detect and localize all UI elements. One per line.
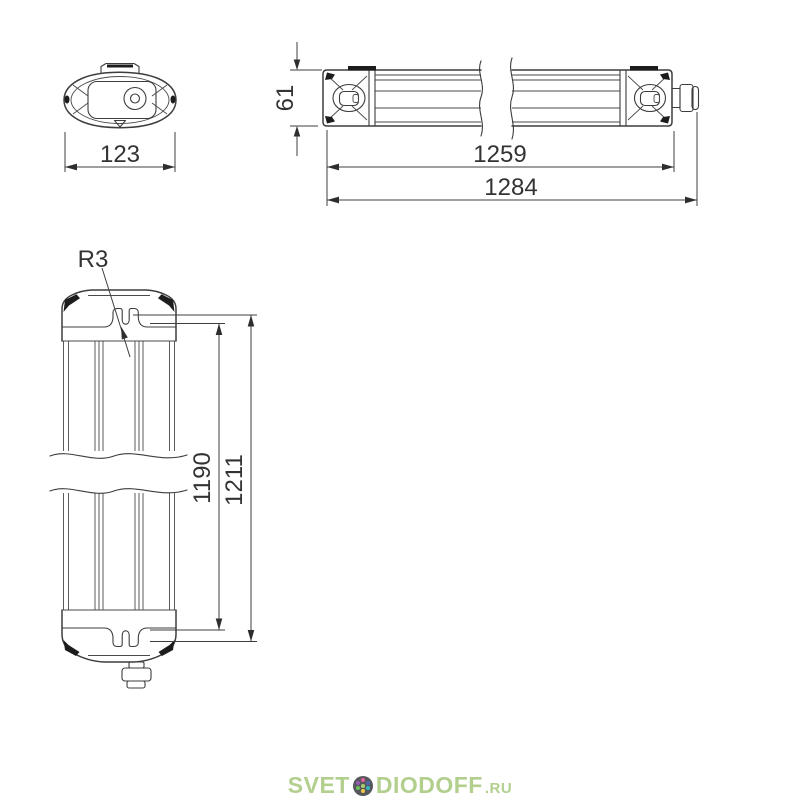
end-view-inner-line xyxy=(71,77,169,124)
gland-hole-outer xyxy=(124,88,146,110)
watermark-middle: DIODOFF xyxy=(375,772,483,798)
front-bottom-cap-inner xyxy=(62,610,176,656)
left-tip xyxy=(65,96,70,104)
dim-front-body-length-label: 1211 xyxy=(221,454,248,506)
top-keyhole-notch xyxy=(62,309,176,328)
end-view xyxy=(64,64,176,173)
mounting-clip-left xyxy=(348,66,376,71)
led-disc-icon xyxy=(353,776,373,796)
dim-height-label: 61 xyxy=(272,84,299,112)
cable-gland-front xyxy=(122,662,151,688)
watermark xyxy=(0,774,800,797)
end-view-facets xyxy=(73,85,167,114)
radius-label: R3 xyxy=(77,246,109,273)
mounting-clip-right xyxy=(630,66,658,71)
front-view xyxy=(50,246,257,688)
front-break-line-bottom xyxy=(50,489,187,494)
dimension-mounting-length xyxy=(150,324,225,631)
left-end-cap xyxy=(325,66,376,126)
dim-mounting-length-label: 1190 xyxy=(189,452,216,504)
front-bottom-cap-outline xyxy=(62,610,176,662)
right-tip xyxy=(171,96,176,104)
dim-body-length-label: 1259 xyxy=(473,141,527,168)
gland-hole-inner xyxy=(131,94,140,103)
watermark-prefix: SVET xyxy=(287,772,350,798)
front-top-cap-inner xyxy=(62,296,176,342)
bottom-keyhole-notch xyxy=(62,628,176,647)
dim-width-label: 123 xyxy=(99,141,141,168)
break-line-left xyxy=(480,61,483,136)
dimension-width xyxy=(65,132,175,172)
cable-gland-side xyxy=(672,85,699,112)
front-break-line-top xyxy=(50,454,187,459)
watermark-suffix: .RU xyxy=(484,780,513,797)
dimension-height xyxy=(272,42,322,156)
dim-total-length-label: 1284 xyxy=(484,174,538,201)
body-profile-lines xyxy=(375,75,620,122)
right-end-cap xyxy=(620,66,670,126)
end-view-outline xyxy=(64,72,176,127)
side-view xyxy=(272,42,699,206)
radius-callout xyxy=(78,246,130,357)
front-body-ribs xyxy=(64,341,175,610)
